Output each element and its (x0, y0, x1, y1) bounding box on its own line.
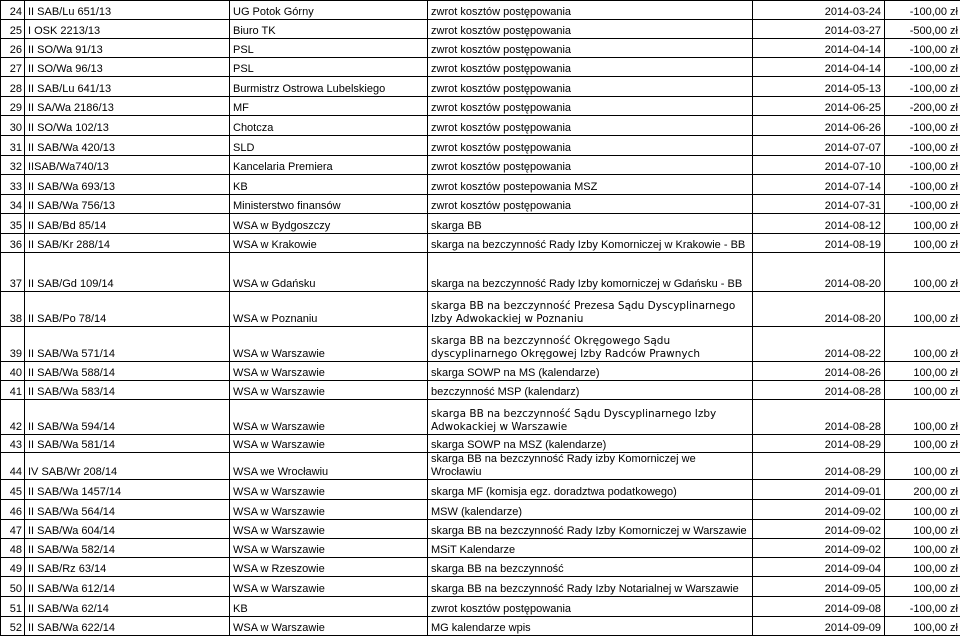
payment-date: 2014-08-28 (753, 400, 885, 435)
amount: 100,00 zł (885, 400, 960, 435)
party-name: KB (230, 597, 428, 617)
row-number: 51 (1, 597, 25, 617)
row-number: 45 (1, 480, 25, 500)
party-name: WSA w Gdańsku (230, 253, 428, 292)
amount: 100,00 zł (885, 558, 960, 577)
row-number: 34 (1, 195, 25, 214)
description: zwrot kosztów postępowania (428, 39, 753, 58)
party-name: WSA w Warszawie (230, 400, 428, 435)
description: skarga na bezczynność Rady Izby komorniczej w Gdańsku - BB (428, 253, 753, 292)
row-number: 47 (1, 520, 25, 539)
row-number: 40 (1, 362, 25, 381)
party-name: UG Potok Górny (230, 1, 428, 20)
case-number: II SAB/Wa 583/14 (25, 381, 230, 400)
row-number: 25 (1, 20, 25, 39)
description: skarga SOWP na MS (kalendarze) (428, 362, 753, 381)
row-number: 24 (1, 1, 25, 20)
payment-date: 2014-09-02 (753, 520, 885, 539)
case-number: II SO/Wa 96/13 (25, 58, 230, 77)
amount: -100,00 zł (885, 39, 960, 58)
table-row (1, 539, 960, 558)
table-row (1, 435, 960, 453)
case-number: II SAB/Wa 420/13 (25, 136, 230, 156)
row-number: 44 (1, 453, 25, 480)
payment-date: 2014-09-02 (753, 539, 885, 558)
case-number: II SAB/Wa 612/14 (25, 577, 230, 597)
amount: 100,00 zł (885, 214, 960, 234)
amount: 100,00 zł (885, 253, 960, 292)
description: zwrot kosztów postępowania (428, 20, 753, 39)
party-name: Biuro TK (230, 20, 428, 39)
case-number: IV SAB/Wr 208/14 (25, 453, 230, 480)
party-name: WSA w Warszawie (230, 539, 428, 558)
amount: 100,00 zł (885, 520, 960, 539)
row-number: 42 (1, 400, 25, 435)
party-name: Burmistrz Ostrowa Lubelskiego (230, 77, 428, 97)
payment-date: 2014-05-13 (753, 77, 885, 97)
payment-date: 2014-09-01 (753, 480, 885, 500)
amount: -100,00 zł (885, 58, 960, 77)
description: zwrot kosztów postępowania (428, 136, 753, 156)
payment-date: 2014-07-10 (753, 156, 885, 175)
table-row (1, 97, 960, 116)
amount: 100,00 zł (885, 327, 960, 362)
party-name: MF (230, 97, 428, 116)
row-number: 39 (1, 327, 25, 362)
table-row (1, 77, 960, 97)
case-number: II SAB/Wa 594/14 (25, 400, 230, 435)
party-name: SLD (230, 136, 428, 156)
row-number: 43 (1, 435, 25, 453)
description: zwrot kosztów postępowania (428, 116, 753, 136)
description: zwrot kosztów postępowania (428, 77, 753, 97)
amount: 100,00 zł (885, 453, 960, 480)
table-row (1, 20, 960, 39)
amount: -100,00 zł (885, 77, 960, 97)
amount: 100,00 zł (885, 234, 960, 253)
case-number: II SAB/Lu 641/13 (25, 77, 230, 97)
case-number: II SAB/Wa 1457/14 (25, 480, 230, 500)
payment-date: 2014-03-27 (753, 20, 885, 39)
table-row (1, 577, 960, 597)
table-row (1, 500, 960, 520)
payment-date: 2014-09-09 (753, 617, 885, 636)
party-name: KB (230, 175, 428, 195)
table-row (1, 195, 960, 214)
row-number: 27 (1, 58, 25, 77)
party-name: WSA we Wrocławiu (230, 453, 428, 480)
payment-date: 2014-09-08 (753, 597, 885, 617)
amount: -100,00 zł (885, 116, 960, 136)
amount: 100,00 zł (885, 577, 960, 597)
payment-date: 2014-06-26 (753, 116, 885, 136)
description: zwrot kosztów postępowania (428, 97, 753, 116)
table-row (1, 558, 960, 577)
description: skarga BB na bezczynność Okręgowego Sądu dyscyplinarnego Okręgowej Izby Radców Prawnych (428, 327, 753, 362)
payment-date: 2014-08-20 (753, 292, 885, 327)
payment-date: 2014-04-14 (753, 39, 885, 58)
case-number: II SAB/Wa 604/14 (25, 520, 230, 539)
row-number: 41 (1, 381, 25, 400)
amount: -100,00 zł (885, 1, 960, 20)
case-number: II SAB/Wa 581/14 (25, 435, 230, 453)
party-name: WSA w Warszawie (230, 381, 428, 400)
description: zwrot kosztów postępowania (428, 58, 753, 77)
payment-date: 2014-08-20 (753, 253, 885, 292)
payment-date: 2014-07-31 (753, 195, 885, 214)
table-row (1, 234, 960, 253)
description: zwrot kosztów postępowania (428, 156, 753, 175)
party-name: PSL (230, 58, 428, 77)
amount: 100,00 zł (885, 500, 960, 520)
payment-date: 2014-06-25 (753, 97, 885, 116)
ledger-body (1, 1, 960, 636)
description: zwrot kosztów postepowania MSZ (428, 175, 753, 195)
case-number: II SO/Wa 91/13 (25, 39, 230, 58)
party-name: WSA w Bydgoszczy (230, 214, 428, 234)
description: skarga BB na bezczynność (428, 558, 753, 577)
table-row (1, 39, 960, 58)
amount: 100,00 zł (885, 381, 960, 400)
case-number: II SAB/Wa 571/14 (25, 327, 230, 362)
amount: 100,00 zł (885, 435, 960, 453)
row-number: 26 (1, 39, 25, 58)
payment-date: 2014-08-19 (753, 234, 885, 253)
payment-date: 2014-07-14 (753, 175, 885, 195)
row-number: 37 (1, 253, 25, 292)
party-name: WSA w Warszawie (230, 435, 428, 453)
row-number: 29 (1, 97, 25, 116)
table-row (1, 156, 960, 175)
table-row (1, 597, 960, 617)
table-row (1, 480, 960, 500)
amount: -100,00 zł (885, 195, 960, 214)
table-row (1, 214, 960, 234)
party-name: WSA w Rzeszowie (230, 558, 428, 577)
payment-date: 2014-08-26 (753, 362, 885, 381)
party-name: Kancelaria Premiera (230, 156, 428, 175)
description: MSW (kalendarze) (428, 500, 753, 520)
table-row (1, 136, 960, 156)
row-number: 46 (1, 500, 25, 520)
party-name: PSL (230, 39, 428, 58)
case-number: II SAB/Wa 693/13 (25, 175, 230, 195)
case-number: II SO/Wa 102/13 (25, 116, 230, 136)
case-number: II SA/Wa 2186/13 (25, 97, 230, 116)
table-row (1, 453, 960, 480)
row-number: 35 (1, 214, 25, 234)
case-number: II SAB/Wa 564/14 (25, 500, 230, 520)
case-number: II SAB/Kr 288/14 (25, 234, 230, 253)
party-name: WSA w Warszawie (230, 480, 428, 500)
payment-date: 2014-03-24 (753, 1, 885, 20)
case-number: II SAB/Lu 651/13 (25, 1, 230, 20)
case-number: II SAB/Wa 588/14 (25, 362, 230, 381)
table-row (1, 292, 960, 327)
party-name: WSA w Warszawie (230, 362, 428, 381)
case-number: II SAB/Wa 62/14 (25, 597, 230, 617)
amount: -100,00 zł (885, 156, 960, 175)
table-row (1, 253, 960, 292)
case-number: II SAB/Wa 756/13 (25, 195, 230, 214)
party-name: WSA w Warszawie (230, 617, 428, 636)
table-row (1, 381, 960, 400)
case-number: II SAB/Bd 85/14 (25, 214, 230, 234)
amount: -100,00 zł (885, 136, 960, 156)
payment-date: 2014-08-29 (753, 453, 885, 480)
table-row (1, 400, 960, 435)
table-row (1, 327, 960, 362)
case-number: IISAB/Wa740/13 (25, 156, 230, 175)
description: MSiT Kalendarze (428, 539, 753, 558)
description: skarga BB na bezczynność Rady izby Komorniczej we Wrocławiu (428, 453, 753, 480)
table-row (1, 175, 960, 195)
table-row (1, 362, 960, 381)
description: zwrot kosztów postępowania (428, 1, 753, 20)
description: zwrot kosztów postępowania (428, 195, 753, 214)
payment-date: 2014-08-12 (753, 214, 885, 234)
case-number: II SAB/Po 78/14 (25, 292, 230, 327)
table-row (1, 58, 960, 77)
description: skarga na bezczynność Rady Izby Komorniczej w Krakowie - BB (428, 234, 753, 253)
case-number: II SAB/Rz 63/14 (25, 558, 230, 577)
description: skarga BB na bezczynność Prezesa Sądu Dyscyplinarnego Izby Adwokackiej w Poznaniu (428, 292, 753, 327)
amount: 100,00 zł (885, 362, 960, 381)
amount: -500,00 zł (885, 20, 960, 39)
row-number: 31 (1, 136, 25, 156)
table-row (1, 617, 960, 636)
row-number: 52 (1, 617, 25, 636)
party-name: WSA w Warszawie (230, 577, 428, 597)
description: skarga BB na bezczynność Sądu Dyscyplinarnego Izby Adwokackiej w Warszawie (428, 400, 753, 435)
amount: 100,00 zł (885, 617, 960, 636)
amount: 100,00 zł (885, 292, 960, 327)
row-number: 49 (1, 558, 25, 577)
payment-date: 2014-09-02 (753, 500, 885, 520)
party-name: Ministerstwo finansów (230, 195, 428, 214)
amount: -200,00 zł (885, 97, 960, 116)
party-name: WSA w Warszawie (230, 327, 428, 362)
party-name: WSA w Warszawie (230, 520, 428, 539)
row-number: 38 (1, 292, 25, 327)
party-name: WSA w Warszawie (230, 500, 428, 520)
description: MG kalendarze wpis (428, 617, 753, 636)
payment-date: 2014-08-28 (753, 381, 885, 400)
row-number: 36 (1, 234, 25, 253)
payment-date: 2014-09-05 (753, 577, 885, 597)
amount: -100,00 zł (885, 175, 960, 195)
description: skarga BB na bezczynność Rady Izby Komorniczej w Warszawie (428, 520, 753, 539)
table-row (1, 520, 960, 539)
row-number: 28 (1, 77, 25, 97)
payment-date: 2014-08-29 (753, 435, 885, 453)
description: bezczynność MSP (kalendarz) (428, 381, 753, 400)
description: skarga MF (komisja egz. doradztwa podatkowego) (428, 480, 753, 500)
amount: 200,00 zł (885, 480, 960, 500)
row-number: 32 (1, 156, 25, 175)
party-name: Chotcza (230, 116, 428, 136)
party-name: WSA w Poznaniu (230, 292, 428, 327)
case-number: II SAB/Gd 109/14 (25, 253, 230, 292)
party-name: WSA w Krakowie (230, 234, 428, 253)
row-number: 48 (1, 539, 25, 558)
payment-date: 2014-08-22 (753, 327, 885, 362)
table-row (1, 116, 960, 136)
payment-date: 2014-07-07 (753, 136, 885, 156)
row-number: 30 (1, 116, 25, 136)
payment-date: 2014-09-04 (753, 558, 885, 577)
amount: 100,00 zł (885, 539, 960, 558)
row-number: 50 (1, 577, 25, 597)
case-number: I OSK 2213/13 (25, 20, 230, 39)
table-row (1, 1, 960, 20)
row-number: 33 (1, 175, 25, 195)
description: zwrot kosztów postępowania (428, 597, 753, 617)
payment-date: 2014-04-14 (753, 58, 885, 77)
case-number: II SAB/Wa 582/14 (25, 539, 230, 558)
description: skarga SOWP na MSZ (kalendarze) (428, 435, 753, 453)
amount: -100,00 zł (885, 597, 960, 617)
description: skarga BB (428, 214, 753, 234)
case-number: II SAB/Wa 622/14 (25, 617, 230, 636)
description: skarga BB na bezczynność Rady Izby Notarialnej w Warszawie (428, 577, 753, 597)
